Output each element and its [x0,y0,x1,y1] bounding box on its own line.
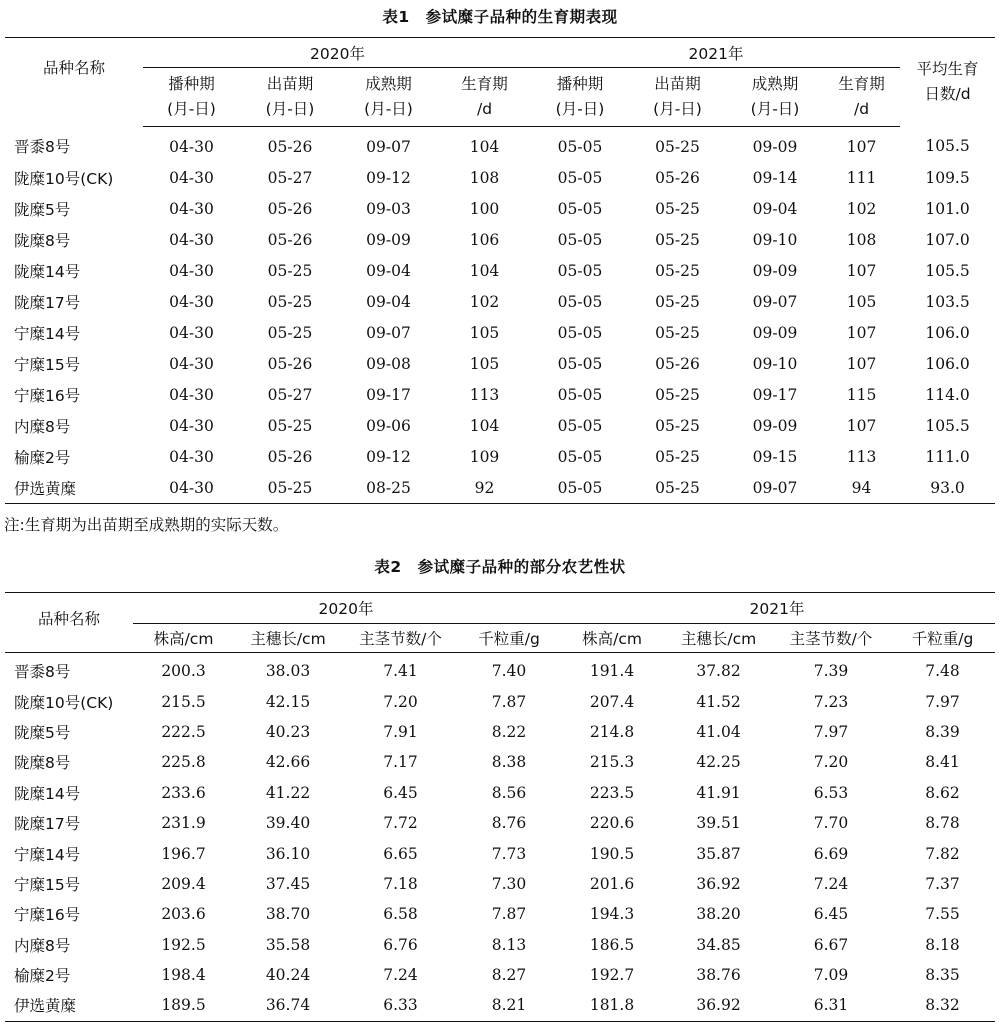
table1-footnote: 注:生育期为出苗期至成熟期的实际天数。 [4,516,289,534]
table-cell: 105.5 [925,416,970,435]
variety-name: 陇糜14号 [14,262,81,281]
table-cell: 09-17 [752,385,798,404]
variety-name: 陇糜10号(CK) [14,169,114,188]
table-cell: 207.4 [589,692,635,711]
table-row [5,410,995,441]
table-cell: 107 [846,354,877,373]
table-cell: 04-30 [169,447,214,466]
table-cell: 7.70 [813,814,849,833]
table-cell: 04-30 [169,199,214,218]
table-cell: 05-26 [267,354,313,373]
table-row [5,162,995,193]
subheader-line1: 成熟期 [365,75,412,93]
variety-name: 陇糜5号 [14,200,71,219]
table-cell: 220.6 [589,814,635,833]
table-row [5,930,995,960]
table-cell: 109 [469,447,500,466]
variety-name: 内糜8号 [14,417,71,436]
table-cell: 7.17 [383,753,418,772]
table-cell: 214.8 [589,722,635,741]
table-cell: 223.5 [589,783,635,802]
table-row [5,960,995,990]
table-cell: 215.5 [161,692,206,711]
variety-name: 陇糜5号 [14,723,71,742]
table-cell: 93.0 [930,478,965,497]
variety-name: 宁糜16号 [14,906,81,925]
table-cell: 04-30 [169,168,214,187]
subheader-line1: 生育期 [461,75,508,93]
table-cell: 105 [846,292,877,311]
table-cell: 222.5 [161,722,206,741]
subheader-line2: (月-日) [555,100,605,118]
table-cell: 09-14 [752,168,798,187]
table-cell: 7.40 [491,662,527,681]
table-cell: 05-25 [267,323,313,342]
table-cell: 7.24 [383,966,418,985]
table-cell: 94 [851,478,872,497]
table-cell: 37.82 [696,662,741,681]
variety-name: 陇糜10号(CK) [14,693,114,712]
table-cell: 05-25 [655,478,700,497]
trait-subheader: 主穗长/cm [234,624,342,653]
variety-name: 伊选黄糜 [14,479,77,498]
table-cell: 05-25 [655,447,700,466]
table-cell: 107 [846,323,877,342]
table-cell: 38.70 [265,905,311,924]
variety-name: 陇糜8号 [14,231,71,250]
table-cell: 7.09 [813,966,849,985]
table-cell: 04-30 [169,261,214,280]
table-cell: 7.24 [813,874,849,893]
table-cell: 6.45 [383,783,418,802]
agronomic-traits-table [5,592,995,1022]
table-cell: 05-26 [267,447,313,466]
table-cell: 111 [846,168,877,187]
period-subheader [340,68,437,127]
table-cell: 05-26 [267,137,313,156]
table-cell: 05-25 [655,323,700,342]
trait-subheader: 主茎节数/个 [772,624,890,653]
year-2021-header: 2021年 [559,593,995,624]
table-cell: 09-09 [752,416,798,435]
subheader-line1: 出苗期 [654,75,701,93]
table-row [5,379,995,410]
table-cell: 7.48 [925,662,960,681]
table-cell: 102 [469,292,500,311]
table-cell: 105 [469,354,500,373]
table-cell: 05-25 [655,261,700,280]
table-cell: 104 [469,261,500,280]
table-cell: 09-04 [366,292,411,311]
table-cell: 04-30 [169,323,214,342]
table-cell: 09-04 [366,261,411,280]
table-cell: 111.0 [925,447,970,466]
table-cell: 8.18 [925,935,960,954]
table-row [5,653,995,687]
subheader-line1: 出苗期 [266,75,314,93]
table-row [5,193,995,224]
table-cell: 203.6 [161,905,206,924]
table-row [5,808,995,838]
table-row [5,747,995,777]
trait-subheader: 主茎节数/个 [342,624,459,653]
variety-name: 陇糜17号 [14,293,81,312]
table-cell: 09-09 [752,323,798,342]
table-cell: 215.3 [589,753,635,772]
year-2021-header: 2021年 [532,38,900,68]
table-cell: 05-25 [655,292,700,311]
variety-name: 榆糜2号 [14,967,71,986]
table-cell: 40.24 [265,966,311,985]
table-cell: 09-03 [366,199,411,218]
table-cell: 09-07 [366,137,411,156]
table-cell: 04-30 [169,354,214,373]
table-cell: 104 [469,416,500,435]
table-cell: 194.3 [589,905,635,924]
table-cell: 05-05 [557,292,603,311]
table-cell: 7.20 [383,692,418,711]
growth-period-table [5,37,995,504]
avg-growth-days-header [900,38,995,127]
table-cell: 41.04 [696,722,741,741]
trait-subheader: 主穗长/cm [665,624,772,653]
trait-subheader: 千粒重/g [459,624,559,653]
table-cell: 09-09 [752,261,798,280]
table-cell: 04-30 [169,478,214,497]
table-cell: 05-26 [655,168,700,187]
table-cell: 42.66 [265,753,311,772]
table-cell: 105.5 [925,261,970,280]
subheader-line1: 播种期 [168,75,215,93]
table-cell: 6.31 [813,996,849,1015]
table-cell: 05-05 [557,416,603,435]
period-subheader [727,68,823,127]
table-cell: 7.87 [491,905,527,924]
table-row [5,717,995,747]
table-cell: 09-07 [752,292,798,311]
table-cell: 36.10 [265,844,311,863]
table-cell: 8.38 [491,753,527,772]
table-cell: 34.85 [696,935,741,954]
table-cell: 106 [469,230,500,249]
table-cell: 08-25 [366,478,411,497]
table-cell: 7.20 [813,753,849,772]
table-cell: 190.5 [589,844,635,863]
table-cell: 05-05 [557,323,603,342]
table-cell: 8.21 [491,996,527,1015]
variety-name-header: 品种名称 [42,59,105,78]
table-cell: 7.97 [925,692,960,711]
table-cell: 05-26 [655,354,700,373]
table-cell: 04-30 [169,137,214,156]
table-row [5,990,995,1021]
table-cell: 8.62 [925,783,960,802]
variety-name: 晋黍8号 [14,138,71,157]
table-cell: 09-10 [752,230,798,249]
table-cell: 04-30 [169,230,214,249]
table-cell: 09-04 [752,199,798,218]
table-row [5,778,995,808]
table-cell: 8.56 [491,783,527,802]
table-cell: 40.23 [265,722,311,741]
table-cell: 8.13 [491,935,527,954]
table-cell: 8.22 [491,722,527,741]
table-cell: 7.73 [491,844,527,863]
variety-name: 宁糜15号 [14,355,81,374]
table-cell: 8.78 [925,814,960,833]
table-cell: 05-05 [557,199,603,218]
table-cell: 41.22 [265,783,311,802]
table-row [5,472,995,504]
table-cell: 05-27 [267,385,313,404]
table-cell: 6.45 [813,905,849,924]
table-cell: 6.76 [383,935,418,954]
table-cell: 36.74 [265,996,311,1015]
table-cell: 38.76 [696,966,741,985]
table-cell: 108 [846,230,877,249]
subheader-line2: (月-日) [364,100,413,118]
table-cell: 7.82 [925,844,960,863]
table-cell: 92 [474,478,495,497]
table-cell: 05-05 [557,478,603,497]
table-cell: 7.97 [813,722,849,741]
variety-name: 晋黍8号 [14,663,71,682]
subheader-line1: 成熟期 [751,75,799,93]
table-cell: 7.39 [813,662,849,681]
table-cell: 191.4 [589,662,635,681]
table-cell: 35.58 [265,935,311,954]
table-cell: 42.25 [696,753,741,772]
table-cell: 8.39 [925,722,960,741]
subheader-line2: (月-日) [167,100,216,118]
table-cell: 41.52 [696,692,741,711]
table-cell: 115 [846,385,877,404]
variety-name: 宁糜16号 [14,386,81,405]
table-cell: 09-12 [366,447,411,466]
table1-caption: 表1 参试糜子品种的生育期表现 [382,8,618,26]
table-cell: 106.0 [925,323,970,342]
table-cell: 105 [469,323,500,342]
variety-name: 陇糜17号 [14,815,81,834]
variety-name: 宁糜14号 [14,845,81,864]
subheader-line2: (月-日) [750,100,800,118]
table-cell: 7.30 [491,874,527,893]
table-cell: 7.72 [383,814,418,833]
table-cell: 8.35 [925,966,960,985]
subheader-line1: 生育期 [838,75,885,93]
variety-name: 陇糜14号 [14,784,81,803]
subheader-line1: 播种期 [556,75,604,93]
subheader-line2: (月-日) [653,100,702,118]
table-cell: 05-05 [557,168,603,187]
table-cell: 105.5 [925,137,970,156]
table-cell: 181.8 [589,996,635,1015]
table-row [5,869,995,899]
table-cell: 200.3 [161,662,206,681]
table-cell: 05-25 [267,478,313,497]
table-cell: 8.27 [491,966,527,985]
table-cell: 05-25 [655,199,700,218]
table-cell: 09-12 [366,168,411,187]
table-cell: 05-25 [267,416,313,435]
trait-subheader: 株高/cm [559,624,665,653]
table-cell: 7.87 [491,692,527,711]
table-row [5,286,995,317]
table-cell: 107.0 [925,230,970,249]
table-row [5,899,995,929]
subheader-line2: (月-日) [265,100,315,118]
table-cell: 108 [469,168,500,187]
variety-name: 榆糜2号 [14,448,71,467]
table-cell: 36.92 [696,874,741,893]
table-cell: 38.20 [696,905,741,924]
table-cell: 42.15 [265,692,311,711]
table-cell: 102 [846,199,877,218]
table-row [5,441,995,472]
trait-subheader: 千粒重/g [890,624,995,653]
table-cell: 106.0 [925,354,970,373]
table-cell: 38.03 [265,662,311,681]
table-cell: 05-05 [557,447,603,466]
period-subheader [143,68,240,127]
table-row [5,255,995,286]
table-cell: 196.7 [161,844,206,863]
table-cell: 09-17 [366,385,411,404]
avg-header-line2: 日数/d [924,85,971,104]
trait-subheader: 株高/cm [133,624,234,653]
year-2020-header: 2020年 [143,38,532,68]
table-cell: 6.53 [813,783,849,802]
table-cell: 7.55 [925,905,960,924]
table-cell: 107 [846,261,877,280]
variety-name-header: 品种名称 [5,593,133,653]
table-row [5,224,995,255]
table-cell: 192.5 [161,935,206,954]
table-cell: 107 [846,416,877,435]
table-cell: 39.51 [696,814,741,833]
table-cell: 8.32 [925,996,960,1015]
table-cell: 37.45 [265,874,311,893]
table-cell: 7.23 [813,692,849,711]
table-cell: 05-26 [267,199,313,218]
table-cell: 109.5 [925,168,970,187]
table-cell: 6.69 [813,844,849,863]
table-cell: 05-25 [655,230,700,249]
subheader-line2: /d [853,100,870,118]
table-cell: 09-15 [752,447,798,466]
period-subheader [532,68,628,127]
table-cell: 05-25 [267,261,313,280]
table-cell: 233.6 [161,783,206,802]
table-cell: 35.87 [696,844,741,863]
table-cell: 05-25 [655,416,700,435]
table-cell: 7.18 [383,874,418,893]
year-2020-header: 2020年 [133,593,559,624]
table-cell: 09-09 [366,230,411,249]
table-row [5,838,995,868]
table-row [5,317,995,348]
table-cell: 09-06 [366,416,411,435]
table-cell: 101.0 [925,199,970,218]
table-cell: 201.6 [589,874,635,893]
table-cell: 114.0 [925,385,970,404]
table-cell: 7.37 [925,874,960,893]
table-cell: 100 [469,199,500,218]
table-cell: 36.92 [696,996,741,1015]
table-cell: 05-05 [557,385,603,404]
table-cell: 198.4 [161,966,206,985]
table-cell: 09-07 [752,478,798,497]
avg-header-line1: 平均生育 [916,60,979,79]
table-cell: 04-30 [169,416,214,435]
table-cell: 6.58 [383,905,418,924]
table-cell: 05-05 [557,230,603,249]
table-cell: 05-05 [557,261,603,280]
variety-name: 陇糜8号 [14,754,71,773]
table-cell: 05-27 [267,168,313,187]
table-cell: 192.7 [589,966,635,985]
variety-name: 宁糜14号 [14,324,81,343]
table-cell: 225.8 [161,753,206,772]
table-cell: 7.41 [383,662,418,681]
table-cell: 05-26 [267,230,313,249]
table-cell: 09-08 [366,354,411,373]
table-row [5,348,995,379]
period-subheader [823,68,900,127]
table-row [5,686,995,716]
variety-name: 宁糜15号 [14,875,81,894]
table-cell: 39.40 [265,814,311,833]
table-cell: 05-05 [557,354,603,373]
table-cell: 113 [469,385,500,404]
table-cell: 6.65 [383,844,418,863]
subheader-line2: /d [476,100,493,118]
variety-name: 内糜8号 [14,936,71,955]
table-cell: 09-07 [366,323,411,342]
table-cell: 8.76 [491,814,527,833]
table-cell: 09-09 [752,137,798,156]
table-cell: 05-25 [655,385,700,404]
table-cell: 103.5 [925,292,970,311]
table-cell: 209.4 [161,874,206,893]
variety-name: 伊选黄糜 [14,997,77,1016]
table-cell: 6.33 [383,996,418,1015]
table2-caption: 表2 参试糜子品种的部分农艺性状 [374,558,626,576]
table-cell: 8.41 [925,753,960,772]
table-cell: 41.91 [696,783,741,802]
table-cell: 189.5 [161,996,206,1015]
table-cell: 113 [846,447,877,466]
table-cell: 7.91 [383,722,418,741]
table-cell: 05-25 [655,137,700,156]
table-cell: 04-30 [169,292,214,311]
table-cell: 04-30 [169,385,214,404]
table-cell: 186.5 [589,935,635,954]
table-cell: 05-25 [267,292,313,311]
table-cell: 09-10 [752,354,798,373]
table-cell: 104 [469,137,500,156]
period-subheader [240,68,340,127]
table-cell: 05-05 [557,137,603,156]
period-subheader [628,68,727,127]
table-cell: 231.9 [161,814,206,833]
table-cell: 6.67 [813,935,849,954]
table-cell: 107 [846,137,877,156]
period-subheader [437,68,532,127]
table-row [5,127,995,163]
